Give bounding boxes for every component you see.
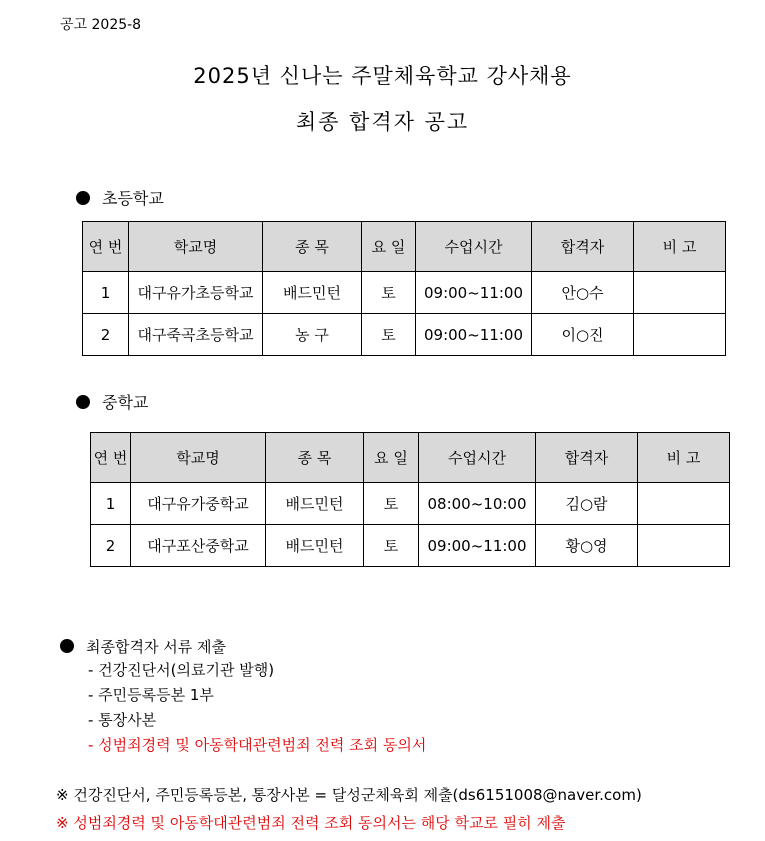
cell-time: 08:00~10:00 — [419, 483, 536, 525]
documents-section — [60, 634, 426, 758]
table-header-row — [91, 433, 730, 483]
elementary-section-heading — [76, 186, 164, 209]
page-title: 2025년 신나는 주말체육학교 강사채용 — [193, 64, 572, 88]
cell-no: 2 — [91, 525, 131, 567]
document-item: - 주민등록등본 1부 — [88, 686, 214, 704]
documents-heading — [60, 634, 426, 658]
notice-number: 공고 2025-8 — [60, 17, 142, 33]
cell-sport: 배드민턴 — [266, 483, 364, 525]
cell-no: 1 — [91, 483, 131, 525]
footnote-consent: ※ 성범죄경력 및 아동학대관련범죄 전력 조회 동의서는 해당 학교로 필히 제출 — [56, 814, 566, 832]
table-row — [91, 525, 730, 567]
col-header-sport: 종 목 — [266, 433, 364, 483]
col-header-sport: 종 목 — [263, 222, 362, 272]
table-row — [83, 314, 726, 356]
col-header-day: 요 일 — [362, 222, 416, 272]
col-header-time: 수업시간 — [419, 433, 536, 483]
bullet-icon — [60, 639, 74, 653]
col-header-remarks: 비 고 — [634, 222, 726, 272]
middle-table — [90, 432, 730, 567]
document-item-consent: - 성범죄경력 및 아동학대관련범죄 전력 조회 동의서 — [88, 736, 427, 754]
footnote-submission: ※ 건강진단서, 주민등록등본, 통장사본 = 달성군체육회 제출(ds6151008@naver.com) — [56, 786, 642, 804]
col-header-no: 연 번 — [91, 433, 131, 483]
cell-remarks — [638, 483, 730, 525]
cell-time: 09:00~11:00 — [416, 272, 532, 314]
cell-passer: 김○람 — [536, 483, 638, 525]
table-header-row — [83, 222, 726, 272]
cell-school: 대구유가중학교 — [131, 483, 266, 525]
elementary-heading-label: 초등학교 — [102, 189, 164, 208]
cell-passer: 황○영 — [536, 525, 638, 567]
bullet-icon — [76, 395, 90, 409]
cell-school: 대구포산중학교 — [131, 525, 266, 567]
col-header-passer: 합격자 — [532, 222, 634, 272]
cell-school: 대구죽곡초등학교 — [129, 314, 263, 356]
cell-remarks — [634, 272, 726, 314]
col-header-school: 학교명 — [129, 222, 263, 272]
middle-section-heading — [76, 390, 148, 413]
cell-day: 토 — [364, 483, 419, 525]
col-header-day: 요 일 — [364, 433, 419, 483]
documents-heading-label: 최종합격자 서류 제출 — [86, 637, 226, 656]
cell-no: 2 — [83, 314, 129, 356]
cell-day: 토 — [362, 314, 416, 356]
cell-no: 1 — [83, 272, 129, 314]
cell-sport: 농 구 — [263, 314, 362, 356]
document-item: - 통장사본 — [88, 711, 157, 729]
cell-day: 토 — [364, 525, 419, 567]
elementary-table — [82, 221, 726, 356]
middle-heading-label: 중학교 — [102, 393, 149, 412]
col-header-no: 연 번 — [83, 222, 129, 272]
cell-passer: 이○진 — [532, 314, 634, 356]
cell-passer: 안○수 — [532, 272, 634, 314]
cell-sport: 배드민턴 — [263, 272, 362, 314]
col-header-passer: 합격자 — [536, 433, 638, 483]
cell-sport: 배드민턴 — [266, 525, 364, 567]
cell-day: 토 — [362, 272, 416, 314]
cell-remarks — [638, 525, 730, 567]
col-header-school: 학교명 — [131, 433, 266, 483]
cell-school: 대구유가초등학교 — [129, 272, 263, 314]
bullet-icon — [76, 191, 90, 205]
page-subtitle: 최종 합격자 공고 — [295, 110, 470, 134]
table-row — [83, 272, 726, 314]
col-header-time: 수업시간 — [416, 222, 532, 272]
cell-time: 09:00~11:00 — [419, 525, 536, 567]
col-header-remarks: 비 고 — [638, 433, 730, 483]
cell-remarks — [634, 314, 726, 356]
document-item: - 건강진단서(의료기관 발행) — [88, 661, 275, 679]
cell-time: 09:00~11:00 — [416, 314, 532, 356]
table-row — [91, 483, 730, 525]
